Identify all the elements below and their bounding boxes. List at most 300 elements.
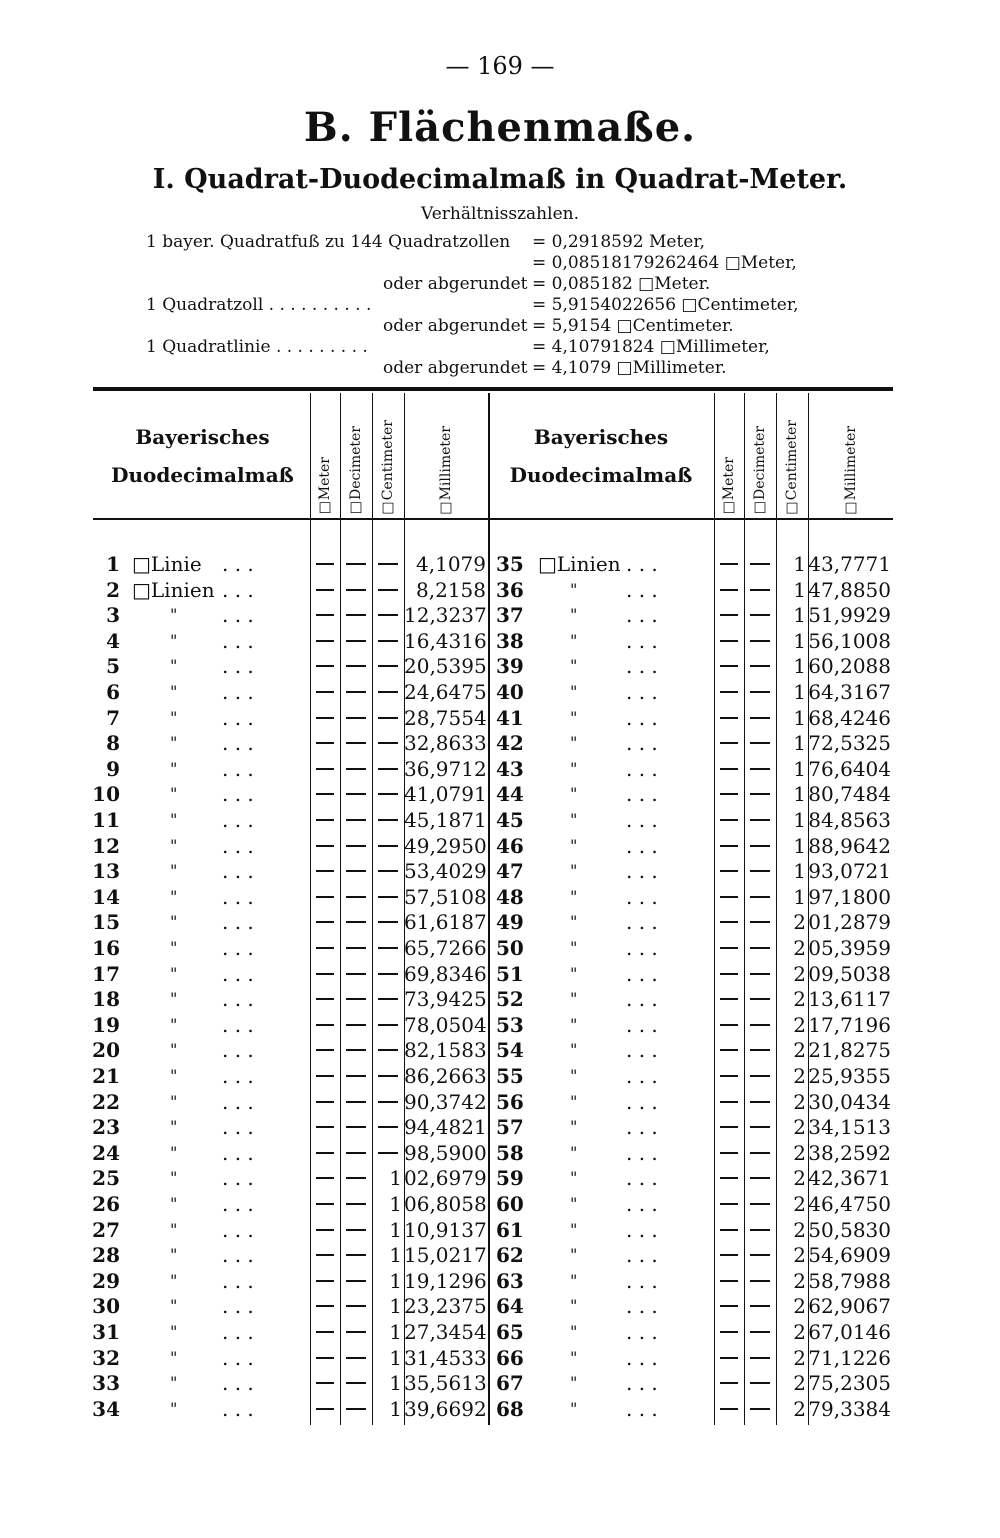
millimeter-value: 56,1008 — [808, 629, 891, 653]
ratio-line — [0, 316, 1000, 337]
millimeter-value: 24,6475 — [404, 680, 487, 704]
ditto-mark: " — [570, 1348, 578, 1367]
ditto-mark: " — [570, 836, 578, 855]
empty-cell-dash — [750, 589, 770, 591]
row-number: 15 — [92, 910, 120, 934]
ditto-mark: " — [170, 836, 178, 855]
centimeter-value: 1 — [793, 808, 806, 832]
empty-cell-dash — [720, 973, 738, 975]
ditto-mark: " — [570, 1271, 578, 1290]
millimeter-value: 50,5830 — [808, 1218, 891, 1242]
empty-cell-dash — [750, 665, 770, 667]
centimeter-value: 1 — [389, 1218, 402, 1242]
ratio-value: = 0,08518179262464 □Meter, — [532, 253, 797, 273]
ditto-mark: " — [570, 887, 578, 906]
row-number: 45 — [496, 808, 524, 832]
millimeter-value: 8,2158 — [416, 578, 486, 602]
millimeter-value: 10,9137 — [404, 1218, 487, 1242]
row-number: 41 — [496, 706, 524, 730]
centimeter-value: 2 — [793, 1115, 806, 1139]
row-number: 67 — [496, 1371, 524, 1395]
millimeter-value: 06,8058 — [404, 1192, 487, 1216]
ditto-mark: " — [570, 810, 578, 829]
millimeter-header — [808, 398, 893, 516]
row-number: 21 — [92, 1064, 120, 1088]
centimeter-value: 1 — [389, 1346, 402, 1370]
empty-cell-dash — [720, 921, 738, 923]
row-number: 4 — [106, 629, 120, 653]
centimeter-value: 1 — [793, 859, 806, 883]
row-number: 31 — [92, 1320, 120, 1344]
millimeter-value: 57,5108 — [404, 885, 487, 909]
ditto-mark: " — [170, 1092, 178, 1111]
empty-cell-dash — [750, 1357, 770, 1359]
empty-cell-dash — [720, 947, 738, 949]
row-number: 6 — [106, 680, 120, 704]
empty-cell-dash — [750, 1229, 770, 1231]
empty-cell-dash — [720, 793, 738, 795]
empty-cell-dash — [750, 742, 770, 744]
ditto-mark: " — [170, 1399, 178, 1418]
ditto-mark: " — [170, 656, 178, 675]
ditto-mark: " — [570, 1194, 578, 1213]
row-number: 19 — [92, 1013, 120, 1037]
row-number: 2 — [106, 578, 120, 602]
centimeter-value: 2 — [793, 1192, 806, 1216]
ditto-mark: " — [570, 938, 578, 957]
leader-dots: . . . — [626, 808, 658, 832]
table-top-rule — [93, 387, 893, 391]
centimeter-value: 2 — [793, 1166, 806, 1190]
ditto-mark: " — [170, 605, 178, 624]
millimeter-value: 75,2305 — [808, 1371, 891, 1395]
ratio-line — [0, 358, 1000, 379]
ditto-mark: " — [170, 1015, 178, 1034]
table-row — [0, 577, 1000, 603]
ditto-mark: " — [570, 1322, 578, 1341]
empty-cell-dash — [720, 563, 738, 565]
leader-dots: . . . — [222, 1294, 254, 1318]
ditto-mark: " — [170, 784, 178, 803]
ditto-mark: " — [170, 1117, 178, 1136]
leader-dots: . . . — [626, 1243, 658, 1267]
ratio-value: = 0,2918592 Meter, — [532, 232, 706, 252]
empty-cell-dash — [750, 998, 770, 1000]
millimeter-value: 12,3237 — [404, 603, 487, 627]
millimeter-value: 86,2663 — [404, 1064, 487, 1088]
leader-dots: . . . — [626, 1218, 658, 1242]
table-row — [0, 628, 1000, 654]
empty-cell-dash — [720, 665, 738, 667]
empty-cell-dash — [720, 1075, 738, 1077]
centimeter-value: 2 — [793, 1320, 806, 1344]
table-row — [0, 909, 1000, 935]
ratio-label: oder abgerundet — [383, 274, 528, 294]
empty-cell-dash — [750, 1254, 770, 1256]
centimeter-value: 2 — [793, 1269, 806, 1293]
leader-dots: . . . — [626, 1013, 658, 1037]
ditto-mark: " — [570, 861, 578, 880]
row-unit-label: □Linien — [132, 578, 215, 602]
right-header-line-2: Duodecimalmaß — [509, 463, 693, 487]
millimeter-value: 15,0217 — [404, 1243, 487, 1267]
ditto-mark: " — [570, 1373, 578, 1392]
empty-cell-dash — [720, 1357, 738, 1359]
ditto-mark: " — [570, 1245, 578, 1264]
empty-cell-dash — [720, 819, 738, 821]
centimeter-value: 1 — [793, 603, 806, 627]
meter-header — [310, 398, 340, 516]
empty-cell-dash — [720, 614, 738, 616]
ditto-mark: " — [570, 1220, 578, 1239]
row-number: 8 — [106, 731, 120, 755]
row-number: 11 — [92, 808, 120, 832]
page-number: — 169 — — [445, 52, 555, 80]
row-number: 42 — [496, 731, 524, 755]
leader-dots: . . . — [222, 910, 254, 934]
millimeter-value: 47,8850 — [808, 578, 891, 602]
row-number: 10 — [92, 782, 120, 806]
millimeter-value: 54,6909 — [808, 1243, 891, 1267]
millimeter-value: 76,6404 — [808, 757, 891, 781]
ditto-mark: " — [570, 1399, 578, 1418]
table-row — [0, 1345, 1000, 1371]
centimeter-value: 2 — [793, 1294, 806, 1318]
millimeter-value: 73,9425 — [404, 987, 487, 1011]
leader-dots: . . . — [222, 1218, 254, 1242]
leader-dots: . . . — [222, 1038, 254, 1062]
row-number: 16 — [92, 936, 120, 960]
empty-cell-dash — [720, 1177, 738, 1179]
table-row — [0, 602, 1000, 628]
millimeter-value: 35,5613 — [404, 1371, 487, 1395]
leader-dots: . . . — [626, 782, 658, 806]
ratio-value: = 4,10791824 □Millimeter, — [532, 337, 770, 357]
millimeter-value: 05,3959 — [808, 936, 891, 960]
row-number: 20 — [92, 1038, 120, 1062]
row-number: 22 — [92, 1090, 120, 1114]
row-number: 14 — [92, 885, 120, 909]
millimeter-value: 02,6979 — [404, 1166, 487, 1190]
table-row — [0, 1114, 1000, 1140]
empty-cell-dash — [750, 1126, 770, 1128]
ditto-mark: " — [170, 964, 178, 983]
decimeter-header-label: □Decimeter — [752, 426, 768, 516]
leader-dots: . . . — [222, 1166, 254, 1190]
millimeter-value: 79,3384 — [808, 1397, 891, 1421]
empty-cell-dash — [750, 614, 770, 616]
leader-dots: . . . — [626, 1346, 658, 1370]
centimeter-value: 1 — [793, 629, 806, 653]
millimeter-value: 36,9712 — [404, 757, 487, 781]
leader-dots: . . . — [626, 1038, 658, 1062]
ditto-mark: " — [170, 1296, 178, 1315]
table-row — [0, 1063, 1000, 1089]
ditto-mark: " — [170, 1373, 178, 1392]
row-number: 36 — [496, 578, 524, 602]
centimeter-value: 1 — [389, 1397, 402, 1421]
empty-cell-dash — [720, 1331, 738, 1333]
left-unit-header — [95, 418, 310, 494]
leader-dots: . . . — [222, 706, 254, 730]
leader-dots: . . . — [222, 962, 254, 986]
row-unit-label: □Linien — [538, 552, 621, 576]
leader-dots: . . . — [626, 552, 658, 576]
table-row — [0, 705, 1000, 731]
empty-cell-dash — [750, 973, 770, 975]
decimeter-header-label: □Decimeter — [348, 426, 364, 516]
millimeter-header-label: □Millimeter — [438, 425, 454, 516]
leader-dots: . . . — [222, 578, 254, 602]
empty-cell-dash — [720, 1305, 738, 1307]
ratio-line — [0, 232, 1000, 253]
leader-dots: . . . — [222, 629, 254, 653]
leader-dots: . . . — [626, 1090, 658, 1114]
ratio-value: = 5,9154 □Centimeter. — [532, 316, 734, 336]
millimeter-value: 23,2375 — [404, 1294, 487, 1318]
row-number: 40 — [496, 680, 524, 704]
empty-cell-dash — [750, 1024, 770, 1026]
centimeter-value: 1 — [793, 731, 806, 755]
ditto-mark: " — [570, 1092, 578, 1111]
millimeter-value: 39,6692 — [404, 1397, 487, 1421]
row-number: 43 — [496, 757, 524, 781]
millimeter-header-label: □Millimeter — [842, 425, 859, 516]
empty-cell-dash — [720, 1408, 738, 1410]
table-row — [0, 1268, 1000, 1294]
centimeter-value: 1 — [793, 552, 806, 576]
row-number: 28 — [92, 1243, 120, 1267]
millimeter-value: 13,6117 — [808, 987, 891, 1011]
ratio-label: 1 Quadratlinie . . . . . . . . . — [146, 337, 368, 357]
millimeter-value: 41,0791 — [404, 782, 487, 806]
centimeter-header-label: □Centimeter — [784, 419, 800, 516]
millimeter-value: 25,9355 — [808, 1064, 891, 1088]
table-row — [0, 986, 1000, 1012]
centimeter-value: 1 — [793, 757, 806, 781]
leader-dots: . . . — [626, 1320, 658, 1344]
leader-dots: . . . — [626, 910, 658, 934]
row-number: 57 — [496, 1115, 524, 1139]
leader-dots: . . . — [626, 1064, 658, 1088]
millimeter-value: 38,2592 — [808, 1141, 891, 1165]
empty-cell-dash — [750, 768, 770, 770]
ditto-mark: " — [570, 784, 578, 803]
table-row — [0, 1319, 1000, 1345]
leader-dots: . . . — [222, 1320, 254, 1344]
table-row — [0, 858, 1000, 884]
ditto-mark: " — [170, 861, 178, 880]
millimeter-value: 28,7554 — [404, 706, 487, 730]
row-number: 44 — [496, 782, 524, 806]
empty-cell-dash — [750, 896, 770, 898]
row-number: 66 — [496, 1346, 524, 1370]
row-number: 61 — [496, 1218, 524, 1242]
millimeter-value: 53,4029 — [404, 859, 487, 883]
row-number: 47 — [496, 859, 524, 883]
row-number: 58 — [496, 1141, 524, 1165]
table-row — [0, 1242, 1000, 1268]
millimeter-value: 88,9642 — [808, 834, 891, 858]
table-row — [0, 807, 1000, 833]
table-row — [0, 551, 1000, 577]
leader-dots: . . . — [222, 603, 254, 627]
row-number: 7 — [106, 706, 120, 730]
ditto-mark: " — [570, 1168, 578, 1187]
table-row — [0, 653, 1000, 679]
leader-dots: . . . — [222, 1371, 254, 1395]
row-number: 55 — [496, 1064, 524, 1088]
centimeter-value: 2 — [793, 1141, 806, 1165]
centimeter-value: 1 — [389, 1294, 402, 1318]
millimeter-value: 78,0504 — [404, 1013, 487, 1037]
leader-dots: . . . — [626, 834, 658, 858]
centimeter-value: 2 — [793, 1397, 806, 1421]
millimeter-value: 45,1871 — [404, 808, 487, 832]
ditto-mark: " — [570, 631, 578, 650]
ditto-mark: " — [570, 1296, 578, 1315]
empty-cell-dash — [750, 870, 770, 872]
ditto-mark: " — [170, 1143, 178, 1162]
ratio-value: = 4,1079 □Millimeter. — [532, 358, 727, 378]
millimeter-value: 97,1800 — [808, 885, 891, 909]
millimeter-value: 4,1079 — [416, 552, 486, 576]
table-row — [0, 1191, 1000, 1217]
leader-dots: . . . — [222, 808, 254, 832]
row-number: 46 — [496, 834, 524, 858]
table-row — [0, 1140, 1000, 1166]
row-number: 26 — [92, 1192, 120, 1216]
decimeter-header — [340, 398, 372, 516]
centimeter-value: 2 — [793, 962, 806, 986]
empty-cell-dash — [750, 1075, 770, 1077]
empty-cell-dash — [750, 1177, 770, 1179]
ratio-label: oder abgerundet — [383, 358, 528, 378]
ditto-mark: " — [170, 631, 178, 650]
empty-cell-dash — [750, 1305, 770, 1307]
millimeter-value: 46,4750 — [808, 1192, 891, 1216]
ditto-mark: " — [570, 1066, 578, 1085]
centimeter-value: 2 — [793, 910, 806, 934]
ditto-mark: " — [170, 1066, 178, 1085]
leader-dots: . . . — [626, 1141, 658, 1165]
table-row — [0, 1396, 1000, 1422]
empty-cell-dash — [720, 742, 738, 744]
leader-dots: . . . — [222, 1397, 254, 1421]
row-number: 23 — [92, 1115, 120, 1139]
centimeter-value: 1 — [389, 1243, 402, 1267]
leader-dots: . . . — [222, 552, 254, 576]
ditto-mark: " — [170, 1348, 178, 1367]
row-number: 27 — [92, 1218, 120, 1242]
leader-dots: . . . — [626, 1371, 658, 1395]
decimeter-header — [744, 398, 776, 516]
centimeter-value: 1 — [793, 578, 806, 602]
leader-dots: . . . — [222, 1243, 254, 1267]
row-number: 5 — [106, 654, 120, 678]
table-row — [0, 730, 1000, 756]
ditto-mark: " — [170, 1040, 178, 1059]
empty-cell-dash — [720, 1126, 738, 1128]
millimeter-value: 17,7196 — [808, 1013, 891, 1037]
left-header-line-2: Duodecimalmaß — [111, 463, 294, 487]
centimeter-value: 1 — [793, 834, 806, 858]
empty-cell-dash — [720, 1382, 738, 1384]
millimeter-value: 42,3671 — [808, 1166, 891, 1190]
row-number: 1 — [106, 552, 120, 576]
table-row — [0, 1293, 1000, 1319]
row-number: 12 — [92, 834, 120, 858]
ditto-mark: " — [570, 1117, 578, 1136]
row-number: 48 — [496, 885, 524, 909]
leader-dots: . . . — [222, 1064, 254, 1088]
leader-dots: . . . — [222, 757, 254, 781]
ditto-mark: " — [170, 1194, 178, 1213]
ditto-mark: " — [170, 887, 178, 906]
millimeter-value: 80,7484 — [808, 782, 891, 806]
leader-dots: . . . — [626, 1269, 658, 1293]
ditto-mark: " — [570, 1040, 578, 1059]
leader-dots: . . . — [222, 885, 254, 909]
table-row — [0, 833, 1000, 859]
millimeter-value: 19,1296 — [404, 1269, 487, 1293]
leader-dots: . . . — [222, 834, 254, 858]
leader-dots: . . . — [222, 1269, 254, 1293]
millimeter-value: 43,7771 — [808, 552, 891, 576]
empty-cell-dash — [720, 1229, 738, 1231]
empty-cell-dash — [720, 1280, 738, 1282]
millimeter-value: 16,4316 — [404, 629, 487, 653]
millimeter-value: 09,5038 — [808, 962, 891, 986]
ditto-mark: " — [570, 964, 578, 983]
leader-dots: . . . — [626, 680, 658, 704]
ditto-mark: " — [170, 759, 178, 778]
millimeter-value: 27,3454 — [404, 1320, 487, 1344]
millimeter-value: 94,4821 — [404, 1115, 487, 1139]
millimeter-value: 82,1583 — [404, 1038, 487, 1062]
millimeter-value: 90,3742 — [404, 1090, 487, 1114]
ratio-value: = 0,085182 □Meter. — [532, 274, 711, 294]
centimeter-value: 1 — [389, 1371, 402, 1395]
ratio-value: = 5,9154022656 □Centimeter, — [532, 295, 799, 315]
empty-cell-dash — [750, 640, 770, 642]
empty-cell-dash — [750, 563, 770, 565]
centimeter-value: 1 — [793, 885, 806, 909]
row-number: 68 — [496, 1397, 524, 1421]
ditto-mark: " — [570, 912, 578, 931]
ditto-mark: " — [170, 1245, 178, 1264]
centimeter-value: 2 — [793, 1064, 806, 1088]
empty-cell-dash — [750, 1408, 770, 1410]
ditto-mark: " — [570, 682, 578, 701]
millimeter-value: 49,2950 — [404, 834, 487, 858]
table-row — [0, 781, 1000, 807]
row-number: 18 — [92, 987, 120, 1011]
ditto-mark: " — [170, 682, 178, 701]
millimeter-value: 67,0146 — [808, 1320, 891, 1344]
millimeter-value: 71,1226 — [808, 1346, 891, 1370]
ditto-mark: " — [170, 1220, 178, 1239]
millimeter-value: 60,2088 — [808, 654, 891, 678]
centimeter-value: 1 — [389, 1269, 402, 1293]
table-row — [0, 1012, 1000, 1038]
millimeter-value: 84,8563 — [808, 808, 891, 832]
centimeter-header — [372, 398, 404, 516]
leader-dots: . . . — [626, 962, 658, 986]
leader-dots: . . . — [626, 603, 658, 627]
row-number: 34 — [92, 1397, 120, 1421]
leader-dots: . . . — [626, 885, 658, 909]
